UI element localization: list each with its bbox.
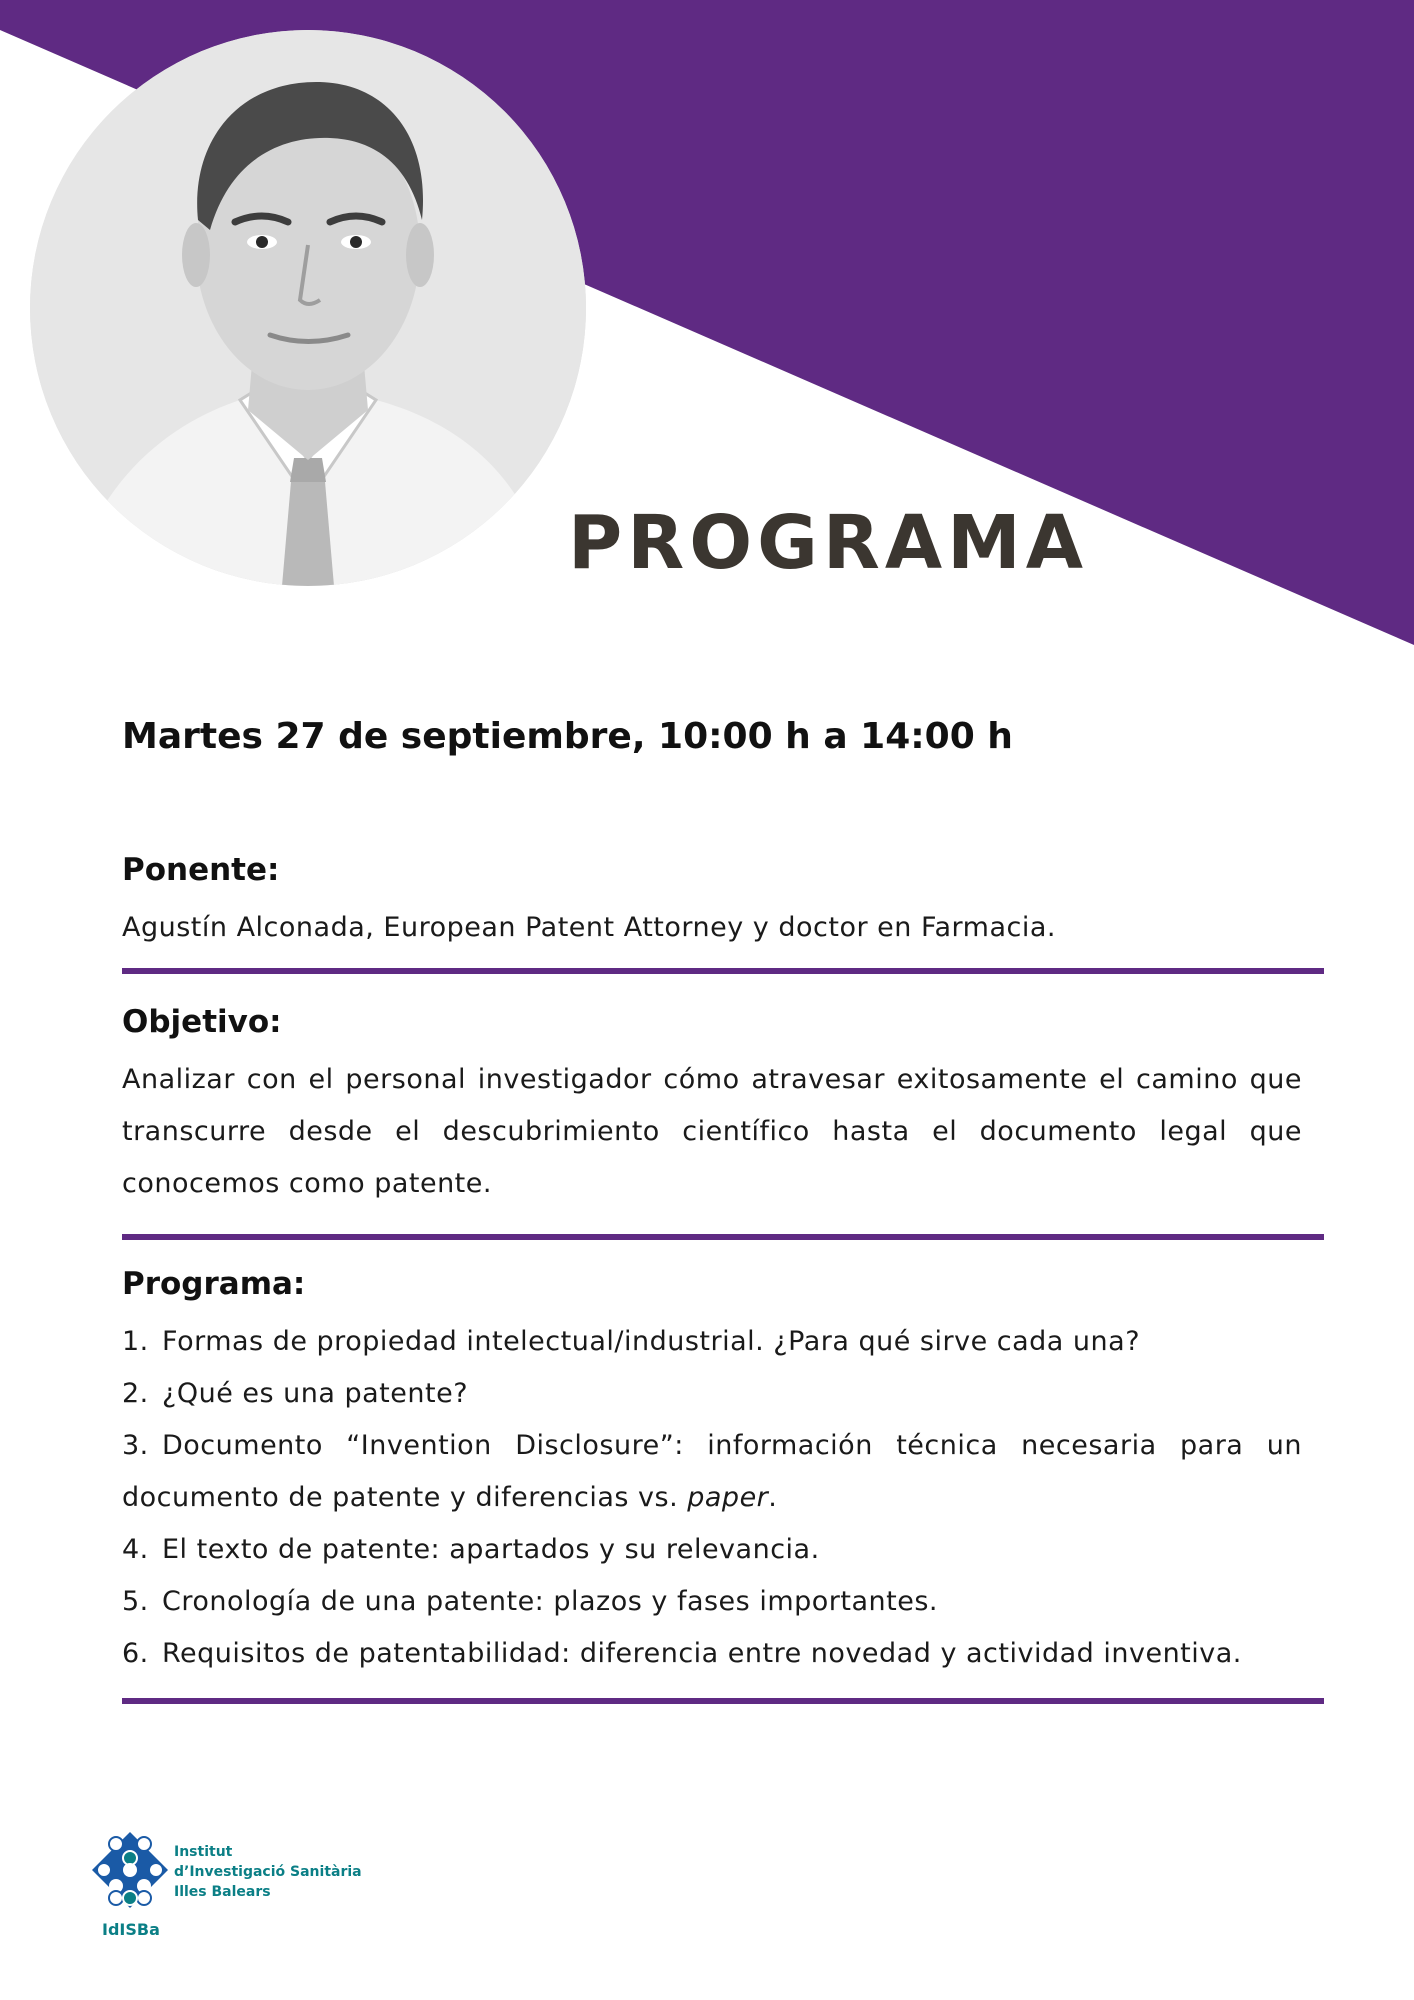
list-item: 6. Requisitos de patentabilidad: diferencia entre novedad y actividad inventiva. (122, 1638, 1242, 1669)
list-item: 4. El texto de patente: apartados y su relevancia. (122, 1534, 820, 1565)
speaker-label: Ponente: (122, 852, 280, 888)
list-item: 3. Documento “Invention Disclosure”: información técnica necesaria para un documento de patente y diferencias vs. paper. (122, 1430, 1302, 1513)
objective-label: Objetivo: (122, 1004, 282, 1040)
program-section (122, 1262, 1302, 1680)
divider (122, 1698, 1324, 1704)
divider (122, 1234, 1324, 1240)
program-label: Programa: (122, 1266, 306, 1302)
objective-text: Analizar con el personal investigador cómo atravesar exitosamente el camino que transcurre desde el descubrimiento científico hasta el documento legal que conocemos como patente. (122, 1064, 1302, 1199)
objective-section (122, 1000, 1302, 1210)
speaker-portrait (30, 30, 586, 586)
list-item: 2. ¿Qué es una patente? (122, 1378, 469, 1409)
logo-acronym: IdISBa (102, 1920, 160, 1939)
speaker-text: Agustín Alconada, European Patent Attorney y doctor en Farmacia. (122, 912, 1056, 943)
logo-wordmark: Institut d’Investigació Sanitària Illes Balears (174, 1844, 362, 1900)
program-list (122, 1316, 1302, 1680)
list-item: 5. Cronología de una patente: plazos y fases importantes. (122, 1586, 938, 1617)
divider (122, 968, 1324, 974)
speaker-section (122, 848, 1302, 954)
event-date: Martes 27 de septiembre, 10:00 h a 14:00 h (122, 716, 1013, 757)
page-title: PROGRAMA (568, 500, 1089, 586)
list-item: 1. Formas de propiedad intelectual/industrial. ¿Para qué sirve cada una? (122, 1326, 1141, 1357)
